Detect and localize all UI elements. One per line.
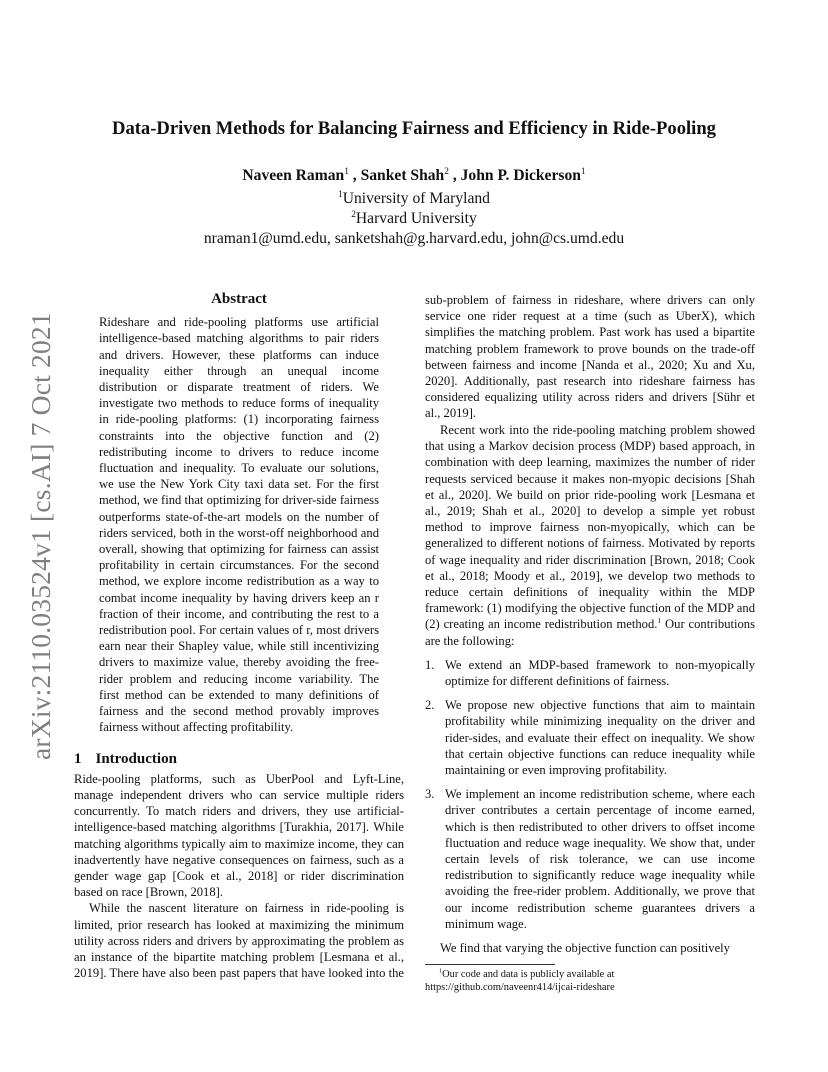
author-separator: ,: [448, 167, 461, 184]
author-affil-mark: 1: [580, 166, 586, 177]
author-name: Sanket Shah: [360, 167, 445, 184]
section-number: 1: [74, 751, 82, 768]
left-column: [74, 291, 404, 981]
paper-title: Data-Driven Methods for Balancing Fairness and Efficiency in Ride-Pooling: [112, 118, 716, 139]
intro-paragraph-1: Ride-pooling platforms, such as UberPool and Lyft-Line, manage independent drivers who can service multiple riders concurrently. To match riders and drivers, they use artificial-intelligence-based matching algorithms [Turakhia, 2017]. While matching algorithms typically aim to maximize income, they can inadvertently have negative consequences on fairness, such as a gender wage gap [Cook et al., 2018] or rider discrimination based on race [Brown, 2018].: [74, 771, 404, 900]
abstract-text: Rideshare and ride-pooling platforms use artificial intelligence-based matching algorithms to pair riders and drivers. However, these platforms can induce inequality either through an unequal income distribution or disparate treatment of riders. We investigate two methods to reduce forms of inequality in ride-pooling platforms: (1) incorporating fairness constraints into the objective function and (2) redistributing income to drivers to reduce income fluctuation and inequality. To evaluate our solutions, we use the New York City taxi data set. For the first method, we find that optimizing for driver-side fairness outperforms state-of-the-art models on the number of riders serviced, both in the worst-off neighborhood and overall, showing that optimizing for fairness can assist profitability in certain circumstances. For the second method, we explore income redistribution as a way to combat income inequality by having drivers keep an r fraction of their income, and contributing the rest to a redistribution pool. For certain values of r, most drivers earn near their Shapley value, while still incentivizing drivers to maximize value, thereby avoiding the free-rider problem and reducing income variability. The first method can be extended to many definitions of fairness and the second method provably improves fairness without affecting profitability.: [99, 315, 379, 735]
intro-paragraph-2-text: sub-problem of fairness in rideshare, where drivers can only service one rider request at a time (such as UberX), which simplifies the matching problem. Past work has used a bipartite matching problem framework to prove bounds on the trade-off between fairness and income [Nanda et al., 2020; Xu and Xu, 2020]. Additionally, past research into rideshare fairness has considered equalizing utility across riders and drivers [Sühr et al., 2019].: [425, 293, 755, 421]
intro-paragraph-2-continued: [425, 292, 755, 422]
footnote-mark: 1: [657, 616, 662, 626]
intro-paragraph-2: While the nascent literature on fairness in ride-pooling is limited, prior research has looked at maximizing the minimum utility across riders and drivers by approximating the problem as an instance of the bipartite matching problem [Lesmana et al., 2019]. There have also been past papers that have looked into the: [74, 901, 404, 981]
affiliation-1: $^1$University of Maryland: [338, 189, 490, 207]
footnote-divider: [425, 964, 555, 965]
footnote: $^1$Our code and data is publicly available at https://github.com/naveenr414/ijcai-rideshare: [425, 967, 615, 994]
contributions-list: [425, 657, 755, 932]
list-item: 1. We extend an MDP-based framework to non-myopically optimize for different definitions of fairness.: [425, 657, 755, 689]
intro-paragraph-4: We find that varying the objective function can positively: [440, 941, 730, 956]
author-affil-mark: 1: [344, 166, 349, 177]
author-affil-mark: 2: [444, 166, 449, 177]
author-name: Naveen Raman: [242, 167, 345, 184]
list-item: 3. We implement an income redistribution scheme, where each driver contributes a certain percentage of income earned, which is then redistributed to other drivers to offset income fluctuation and reduce wage inequality. We show that, under certain levels of risk tolerance, we can use income redistribution to significantly reduce wage inequality while avoiding the free-rider problem. Additionally, we prove that our income redistribution scheme guarantees drivers a minimum wage.: [425, 787, 755, 931]
arxiv-identifier-stamp: arXiv:2110.03524v1 [cs.AI] 7 Oct 2021: [25, 312, 56, 760]
affiliation-2: $^2$Harvard University: [351, 209, 477, 227]
abstract-heading: Abstract: [211, 291, 267, 307]
author-name: John P. Dickerson: [460, 167, 581, 184]
section-title: Introduction: [95, 751, 177, 768]
list-item: 2. We propose new objective functions that aim to maintain profitability while minimizing inequality on the driver and rider-sides, and evaluate their effect on inequality. We show that certain objective functions can reduce inequality while maintaining or even improving profitability.: [425, 698, 755, 778]
right-column: [425, 292, 755, 994]
author-emails: nraman1@umd.edu, sanketshah@g.harvard.edu, john@cs.umd.edu: [203, 230, 625, 247]
author-list: [0, 167, 828, 185]
intro-paragraph-3: Recent work into the ride-pooling matching problem showed that using a Markov decision process (MDP) based approach, in combination with deep learning, maximizes the number of rider requests serviced because it makes non-myopic decisions [Shah et al., 2020]. We build on prior ride-pooling work [Lesmana et al., 2019; Shah et al., 2020] to develop a simple yet robust method to improve fairness non-myopically, which can be generalized to different notions of fairness. Motivated by reports of wage inequality and rider discrimination [Brown, 2018; Cook et al., 2018; Moody et al., 2019], we develop two methods to reduce certain definitions of inequality within the MDP framework: (1) modifying the objective function of the MDP and (2) creating an income redistribution method.$^1$ Our contributions are the following:: [425, 423, 755, 648]
section-heading-introduction: [74, 751, 404, 767]
author-separator: ,: [348, 167, 361, 184]
